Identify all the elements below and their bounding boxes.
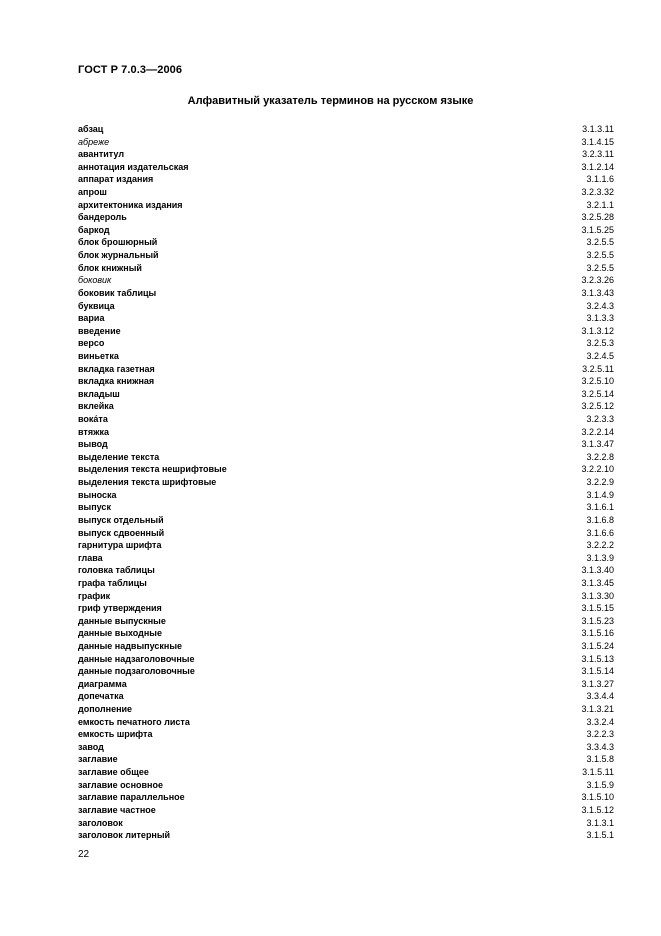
index-entry — [78, 161, 614, 174]
index-reference: 3.1.5.14 — [581, 666, 614, 677]
index-term: емкость шрифта — [78, 729, 153, 740]
index-reference: 3.1.5.10 — [581, 792, 614, 803]
index-term: блок журнальный — [78, 250, 159, 261]
index-entry — [78, 388, 614, 401]
index-reference: 3.2.2.8 — [586, 451, 614, 462]
index-entry — [78, 236, 614, 249]
index-reference: 3.2.4.3 — [586, 300, 614, 311]
index-term: завод — [78, 741, 104, 752]
index-entry — [78, 779, 614, 792]
index-reference: 3.2.5.5 — [586, 250, 614, 261]
index-reference: 3.1.6.6 — [586, 527, 614, 538]
index-reference: 3.2.5.14 — [581, 388, 614, 399]
index-entry — [78, 287, 614, 300]
index-term: глава — [78, 552, 103, 563]
index-reference: 3.3.4.3 — [586, 741, 614, 752]
index-term: блок брошюрный — [78, 237, 158, 248]
index-reference: 3.2.3.11 — [582, 149, 614, 160]
index-reference: 3.1.3.11 — [582, 124, 614, 134]
index-reference: 3.1.3.21 — [581, 704, 614, 715]
index-entry — [78, 173, 614, 186]
index-reference: 3.2.5.10 — [581, 376, 614, 387]
index-entry — [78, 690, 614, 703]
index-term: вока́та — [78, 414, 108, 425]
index-term: выпуск отдельный — [78, 514, 164, 525]
index-reference: 3.2.3.26 — [581, 275, 614, 286]
index-entry — [78, 753, 614, 766]
index-entry — [78, 552, 614, 565]
index-reference: 3.1.3.12 — [581, 325, 614, 336]
index-entry — [78, 186, 614, 199]
index-reference: 3.2.5.5 — [586, 262, 614, 273]
index-term: диаграмма — [78, 678, 127, 689]
index-entry — [78, 829, 614, 842]
index-entry — [78, 463, 614, 476]
index-reference: 3.2.2.3 — [586, 729, 614, 740]
index-reference: 3.1.3.3 — [586, 313, 614, 324]
index-term: гриф утверждения — [78, 603, 162, 614]
index-entry — [78, 224, 614, 237]
index-term: данные выходные — [78, 628, 163, 639]
index-term: авантитул — [78, 149, 125, 160]
index-term: вариа — [78, 313, 105, 324]
index-reference: 3.1.6.8 — [586, 514, 614, 525]
index-term: данные выпускные — [78, 615, 166, 626]
index-reference: 3.3.2.4 — [586, 716, 614, 727]
index-entry — [78, 363, 614, 376]
index-reference: 3.2.1.1 — [586, 199, 614, 210]
index-entry — [78, 312, 614, 325]
index-reference: 3.1.1.6 — [586, 174, 614, 185]
index-entry — [78, 211, 614, 224]
index-entry — [78, 274, 614, 287]
index-reference: 3.1.3.40 — [581, 565, 614, 576]
index-entry — [78, 678, 614, 691]
index-reference: 3.1.3.30 — [581, 590, 614, 601]
index-term: графа таблицы — [78, 577, 147, 588]
index-entry — [78, 438, 614, 451]
index-entry — [78, 539, 614, 552]
index-reference: 3.2.3.3 — [586, 414, 614, 425]
index-entry — [78, 564, 614, 577]
index-term: заголовок литерный — [78, 830, 171, 841]
index-entry — [78, 590, 614, 603]
index-term: аннотация издательская — [78, 161, 189, 172]
index-term: данные надзаголовочные — [78, 653, 195, 664]
term-index-list — [78, 123, 614, 842]
index-reference: 3.2.3.32 — [581, 187, 614, 198]
index-entry — [78, 123, 614, 136]
index-entry — [78, 741, 614, 754]
index-entry — [78, 716, 614, 729]
index-term: введение — [78, 325, 121, 336]
index-reference: 3.2.2.2 — [586, 540, 614, 551]
index-term: апрош — [78, 187, 107, 198]
index-term: гарнитура шрифта — [78, 540, 162, 551]
index-reference: 3.1.6.1 — [586, 502, 614, 513]
index-entry — [78, 350, 614, 363]
index-term: буквица — [78, 300, 115, 311]
index-term: заглавие параллельное — [78, 792, 185, 803]
index-entry — [78, 148, 614, 161]
index-reference: 3.1.5.11 — [582, 767, 614, 778]
index-term: вкладка книжная — [78, 376, 155, 387]
index-term: боковик таблицы — [78, 287, 157, 298]
index-entry — [78, 703, 614, 716]
index-reference: 3.1.5.25 — [581, 224, 614, 235]
index-reference: 3.1.5.1 — [586, 830, 614, 841]
index-entry — [78, 489, 614, 502]
index-reference: 3.2.5.11 — [582, 363, 614, 374]
index-reference: 3.1.4.15 — [581, 136, 614, 147]
index-term: блок книжный — [78, 262, 142, 273]
index-entry — [78, 602, 614, 615]
index-reference: 3.2.5.12 — [581, 401, 614, 412]
index-term: заглавие частное — [78, 804, 156, 815]
index-reference: 3.1.3.45 — [581, 577, 614, 588]
index-term: выпуск сдвоенный — [78, 527, 165, 538]
index-reference: 3.1.5.23 — [581, 615, 614, 626]
index-reference: 3.1.3.47 — [581, 439, 614, 450]
index-term: боковик — [78, 275, 112, 286]
index-reference: 3.1.3.43 — [581, 287, 614, 298]
index-entry — [78, 426, 614, 439]
page-number: 22 — [78, 849, 90, 860]
index-title: Алфавитный указатель терминов на русском языке — [187, 95, 474, 107]
index-term: емкость печатного листа — [78, 716, 190, 727]
index-term: дополнение — [78, 704, 133, 715]
index-term: допечатка — [78, 691, 124, 702]
index-entry — [78, 476, 614, 489]
index-entry — [78, 627, 614, 640]
index-entry — [78, 804, 614, 817]
index-entry — [78, 527, 614, 540]
index-term: бандероль — [78, 212, 127, 223]
index-entry — [78, 766, 614, 779]
index-term: выделение текста — [78, 451, 160, 462]
index-entry — [78, 136, 614, 149]
index-reference: 3.1.3.1 — [586, 817, 614, 828]
index-entry — [78, 501, 614, 514]
index-entry — [78, 375, 614, 388]
index-term: выноска — [78, 489, 117, 500]
index-entry — [78, 817, 614, 830]
index-term: виньетка — [78, 350, 119, 361]
index-reference: 3.2.2.10 — [581, 464, 614, 475]
index-reference: 3.1.4.9 — [586, 489, 614, 500]
index-entry — [78, 199, 614, 212]
index-term: абреже — [78, 136, 110, 147]
index-term: вкладыш — [78, 388, 120, 399]
index-reference: 3.1.5.12 — [581, 804, 614, 815]
index-term: баркод — [78, 224, 110, 235]
index-term: выделения текста нешрифтовые — [78, 464, 227, 475]
index-term: заголовок — [78, 817, 123, 828]
index-entry — [78, 728, 614, 741]
index-term: данные подзаголовочные — [78, 666, 195, 677]
index-term: вклейка — [78, 401, 114, 412]
index-term: аппарат издания — [78, 174, 154, 185]
index-entry — [78, 262, 614, 275]
index-entry — [78, 325, 614, 338]
index-entry — [78, 337, 614, 350]
index-term: вывод — [78, 439, 108, 450]
index-reference: 3.1.5.9 — [586, 779, 614, 790]
index-reference: 3.1.2.14 — [581, 161, 614, 172]
index-entry — [78, 615, 614, 628]
index-reference: 3.1.3.9 — [586, 552, 614, 563]
index-entry — [78, 665, 614, 678]
index-term: выделения текста шрифтовые — [78, 477, 217, 488]
index-reference: 3.1.5.24 — [581, 640, 614, 651]
index-reference: 3.1.5.15 — [581, 603, 614, 614]
index-reference: 3.2.2.9 — [586, 477, 614, 488]
index-entry — [78, 577, 614, 590]
index-term: график — [78, 590, 111, 601]
index-term: абзац — [78, 124, 104, 134]
index-entry — [78, 300, 614, 313]
index-term: заглавие общее — [78, 767, 149, 778]
index-term: заглавие основное — [78, 779, 163, 790]
index-reference: 3.1.3.27 — [581, 678, 614, 689]
index-reference: 3.1.5.16 — [581, 628, 614, 639]
index-term: втяжка — [78, 426, 109, 437]
index-reference: 3.1.5.8 — [586, 754, 614, 765]
index-term: данные надвыпускные — [78, 640, 183, 651]
document-header: ГОСТ Р 7.0.3—2006 — [78, 64, 183, 76]
index-reference: 3.2.5.28 — [581, 212, 614, 223]
index-reference: 3.2.4.5 — [586, 350, 614, 361]
index-term: вкладка газетная — [78, 363, 155, 374]
index-entry — [78, 451, 614, 464]
index-entry — [78, 413, 614, 426]
index-reference: 3.2.2.14 — [581, 426, 614, 437]
index-term: головка таблицы — [78, 565, 155, 576]
index-entry — [78, 640, 614, 653]
index-entry — [78, 249, 614, 262]
index-entry — [78, 514, 614, 527]
index-term: архитектоника издания — [78, 199, 183, 210]
index-reference: 3.2.5.3 — [586, 338, 614, 349]
index-entry — [78, 400, 614, 413]
index-entry — [78, 653, 614, 666]
index-entry — [78, 791, 614, 804]
index-term: версо — [78, 338, 105, 349]
index-reference: 3.3.4.4 — [586, 691, 614, 702]
index-reference: 3.2.5.5 — [586, 237, 614, 248]
index-term: выпуск — [78, 502, 111, 513]
index-term: заглавие — [78, 754, 118, 765]
index-reference: 3.1.5.13 — [581, 653, 614, 664]
